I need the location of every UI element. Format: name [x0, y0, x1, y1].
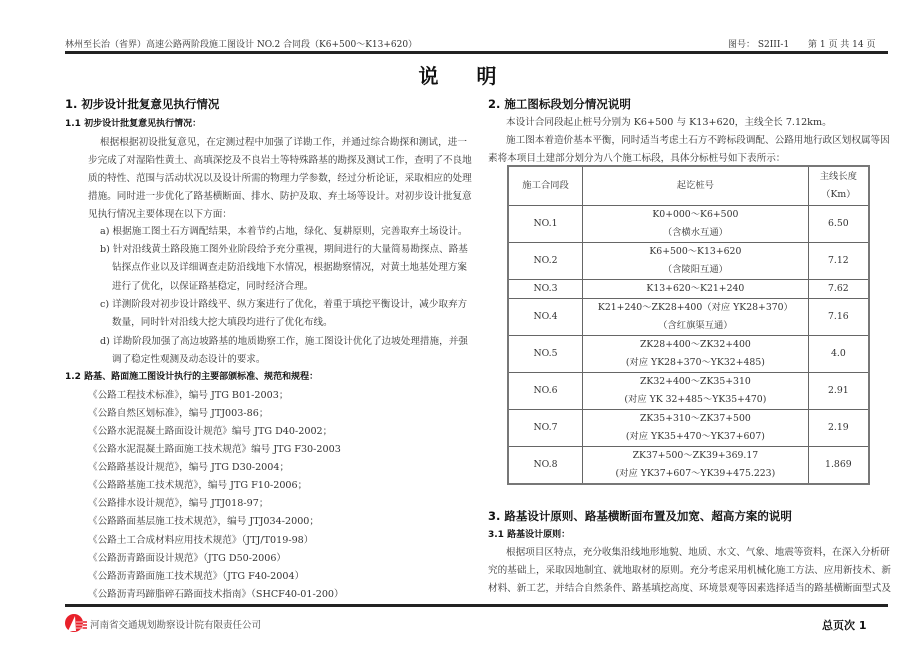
cell-length	[808, 205, 869, 242]
section-2-heading: 2. 施工图标段划分情况说明	[488, 97, 631, 111]
stake-range: ZK37+500～ZK39+369.17	[632, 449, 759, 461]
stake-note: （含陵阳互通）	[662, 263, 728, 275]
table-row	[508, 298, 869, 335]
header-page: 第 1 页 共 14 页	[808, 40, 876, 50]
section-2-line: 施工图本着造价基本平衡，同时适当考虑土石方不跨标段调配、公路用地行政区划权属等因	[506, 135, 890, 146]
standard-item: 《公路沥青玛蹄脂碎石路面技术指南》（SHCF40-01-200）	[88, 589, 344, 600]
length-km: 2.91	[828, 384, 849, 396]
cell-length	[808, 446, 869, 484]
list-item-line: 调了稳定性观测及动态设计的要求。	[112, 354, 266, 365]
list-item-line: b) 针对沿线黄土路段施工图外业阶段给予充分重视，期间进行的大量简易勘探点、路基	[100, 244, 468, 255]
cell-range	[583, 372, 809, 409]
stake-note: (对应 YK37+607～YK39+475.223)	[615, 467, 776, 479]
stake-note: (对应 YK28+370～YK32+485)	[625, 356, 765, 368]
section-no: NO.7	[533, 421, 558, 433]
header-length: 主线长度	[819, 170, 857, 182]
stake-range: ZK35+310～ZK37+500	[639, 412, 751, 424]
paragraph-line: 措施。同时进一步优化了路基横断面、排水、防护及取、弃土场等设计。对初步设计批复意	[88, 191, 472, 202]
cell-section	[508, 409, 583, 446]
cell-range	[583, 446, 809, 484]
cell-section	[508, 279, 583, 298]
cell-range	[583, 279, 809, 298]
cell-length	[808, 372, 869, 409]
length-km: 6.50	[828, 217, 849, 229]
section-3-heading: 3. 路基设计原则、路基横断面布置及加宽、超高方案的说明	[488, 509, 792, 523]
section-no: NO.4	[533, 310, 558, 322]
section-3-line: 究的基础上，采取因地制宜、就地取材的原则。充分考虑采用机械化施工方法、应用新技术、新	[488, 565, 891, 576]
standard-item: 《公路水泥混凝土路面施工技术规范》编号 JTG F30-2003	[88, 444, 341, 455]
section-no: NO.8	[533, 458, 558, 470]
table-header-row	[508, 166, 869, 205]
stake-note: (对应 YK 32+485～YK35+470)	[624, 393, 767, 405]
list-item-line: c) 详测阶段对初步设计路线平、纵方案进行了优化，着重于填挖平衡设计，减少取弃方	[100, 299, 468, 310]
section-no: NO.1	[533, 217, 558, 229]
stake-note: （含横水互通）	[662, 226, 728, 238]
section-1-2-heading: 1.2 路基、路面施工图设计执行的主要部颁标准、规范和规程：	[65, 372, 319, 382]
stake-range: K6+500～K13+620	[649, 245, 742, 257]
cell-section	[508, 242, 583, 279]
cell-section	[508, 298, 583, 335]
paragraph-line: 质的特性、范围与活动状况以及设计所需的物理力学参数，经过分析论证，采取相应的处理	[88, 173, 472, 184]
cell-section	[508, 446, 583, 484]
standard-item: 《公路排水设计规范》，编号 JTJ018-97；	[88, 498, 269, 509]
footer-total-page: 总页次 1	[822, 619, 867, 632]
stake-range: K13+620～K21+240	[646, 282, 745, 294]
section-1-1-heading: 1.1 初步设计批复意见执行情况：	[65, 119, 202, 129]
standard-item: 《公路沥青路面施工技术规范》（JTG F40-2004）	[88, 571, 305, 582]
table-row	[508, 205, 869, 242]
length-km: 4.0	[830, 347, 846, 359]
section-1-heading: 1. 初步设计批复意见执行情况	[65, 97, 220, 111]
cell-length	[808, 298, 869, 335]
cell-section	[508, 335, 583, 372]
table-row	[508, 372, 869, 409]
cell-range	[583, 242, 809, 279]
header-cell	[808, 166, 869, 205]
section-2-line: 素将本项目土建部分划分为八个施工标段，具体分标桩号如下表所示：	[488, 153, 786, 164]
section-no: NO.2	[533, 254, 558, 266]
list-item-line: a) 根据施工图土石方调配结果，本着节约占地，绿化、复耕原则，完善取弃土场设计。	[100, 226, 468, 237]
standard-item: 《公路路基设计规范》，编号 JTG D30-2004；	[88, 462, 290, 473]
standard-item: 《公路土工合成材料应用技术规范》（JTJ/T019-98）	[88, 535, 314, 546]
cell-section	[508, 372, 583, 409]
list-item-line: d) 详勘阶段加强了高边坡路基的地质勘察工作，施工图设计优化了边坡处理措施，并强	[100, 336, 468, 347]
page-title: 说明	[418, 64, 535, 88]
footer-rule	[65, 604, 888, 607]
standard-item: 《公路自然区划标准》，编号 JTJ003-86；	[88, 408, 269, 419]
section-3-line: 材料、新工艺，并结合自然条件、路基填挖高度、环境景观等因素选择适当的路基横断面型式及	[488, 583, 891, 594]
cell-range	[583, 298, 809, 335]
table-row	[508, 335, 869, 372]
stake-range: ZK28+400～ZK32+400	[639, 338, 751, 350]
standard-item: 《公路工程技术标准》，编号 JTG B01-2003；	[88, 390, 289, 401]
standard-item: 《公路沥青路面设计规范》（JTG D50-2006）	[88, 553, 287, 564]
section-no: NO.5	[533, 347, 558, 359]
contract-sections-table	[507, 165, 870, 485]
list-item-line: 进行了优化，以保证路基稳定，同时经济合理。	[112, 281, 314, 292]
paragraph-line: 根据根据初设批复意见，在定测过程中加强了详勘工作，并通过综合勘探和测试，进一	[100, 137, 467, 148]
cell-range	[583, 409, 809, 446]
table-row	[508, 242, 869, 279]
section-no: NO.3	[533, 282, 558, 294]
table-row	[508, 279, 869, 298]
stake-range: K0+000～K6+500	[652, 208, 739, 220]
cell-range	[583, 205, 809, 242]
paragraph-line: 见执行情况主要体现在以下方面：	[88, 209, 232, 220]
standard-item: 《公路路基施工技术规范》，编号 JTG F10-2006；	[88, 480, 308, 491]
stake-note: （含红旗渠互通）	[658, 319, 733, 331]
header-drawing-no: 图号： S2III-1	[728, 40, 790, 50]
length-km: 1.869	[825, 458, 852, 470]
paragraph-line: 步完成了对湿陷性黄土、高填深挖及不良岩土等特殊路基的勘探及测试工作，查明了不良地	[88, 155, 472, 166]
table-row	[508, 446, 869, 484]
section-no: NO.6	[533, 384, 558, 396]
cell-length	[808, 409, 869, 446]
section-3-line: 根据项目区特点，充分收集沿线地形地貌、地质、水文、气象、地震等资料，在深入分析研	[506, 547, 890, 558]
standard-item: 《公路路面基层施工技术规范》，编号 JTJ034-2000；	[88, 516, 319, 527]
list-item-line: 钻探点作业以及详细调查走防沿线地下水情况，根据勘察情况，对黄土地基处理方案	[112, 262, 467, 273]
stake-range: K21+240～ZK28+400（对应 YK28+370）	[597, 301, 793, 313]
section-3-1-heading: 3.1 路基设计原则：	[488, 530, 571, 540]
header-rule	[65, 51, 888, 54]
cell-length	[808, 242, 869, 279]
header-cell: 施工合同段	[508, 166, 583, 205]
footer-company: 河南省交通规划勘察设计院有限责任公司	[90, 620, 262, 631]
table-row	[508, 409, 869, 446]
header-cell: 起讫桩号	[583, 166, 809, 205]
cell-section	[508, 205, 583, 242]
cell-length	[808, 335, 869, 372]
header-project: 林州至长治（省界）高速公路两阶段施工图设计 NO.2 合同段（K6+500～K13+620）	[65, 40, 418, 50]
standard-item: 《公路水泥混凝土路面设计规范》编号 JTG D40-2002；	[88, 426, 333, 437]
length-km: 2.19	[828, 421, 849, 433]
length-km: 7.12	[828, 254, 849, 266]
company-logo-icon	[64, 613, 88, 633]
section-2-line: 本设计合同段起止桩号分别为 K6+500 与 K13+620，主线全长 7.12km。	[506, 117, 832, 128]
cell-range	[583, 335, 809, 372]
length-km: 7.16	[828, 310, 849, 322]
list-item-line: 数量，同时针对沿线大挖大填段均进行了优化布线。	[112, 317, 333, 328]
header-unit: （Km）	[821, 188, 856, 200]
cell-length	[808, 279, 869, 298]
length-km: 7.62	[828, 282, 849, 294]
stake-note: (对应 YK35+470～YK37+607)	[625, 430, 765, 442]
stake-range: ZK32+400～ZK35+310	[639, 375, 751, 387]
